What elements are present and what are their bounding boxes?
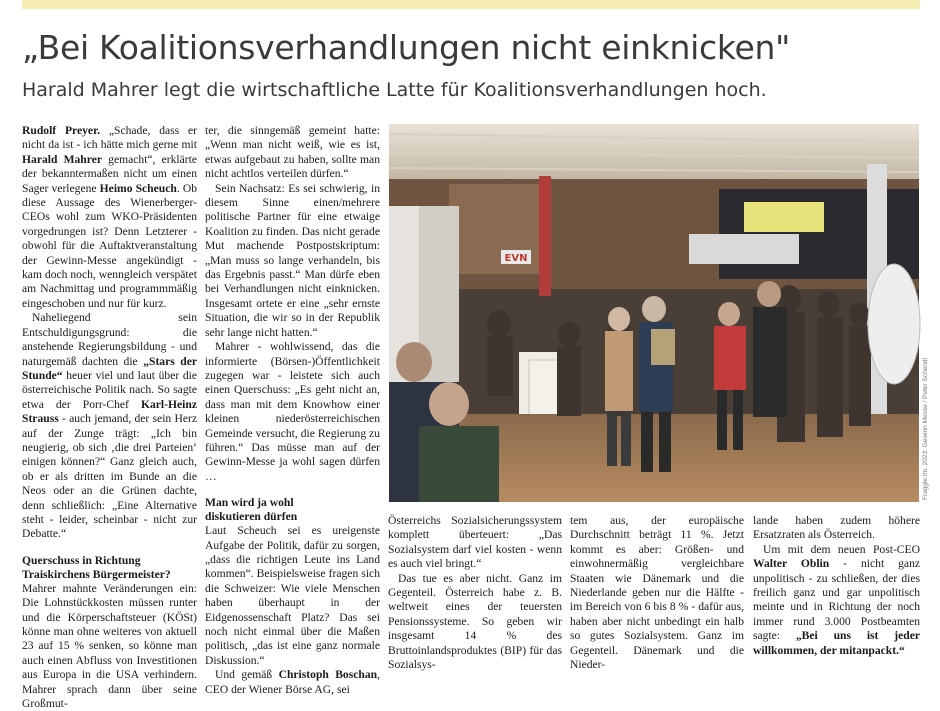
text-run: - auch jemand, der sein Herz auf der Zunge trägt: „Ich bin neugierig, ob sich ‚die drei Parteien‘ einigen können?“ Ganz gleich auch, ob er als dritten im Bunde an die Neos oder an die Grünen dachte, denn schließlich: „Eine Alternative steht - leider, scheinbar - nicht zur Debatte.“ xyxy=(22,412,197,541)
evn-sign: EVN xyxy=(504,253,528,264)
person-name: Heimo Scheuch xyxy=(99,181,177,195)
article-subheadline: Harald Mahrer legt die wirtschaftliche Latte für Koalitionsverhandlungen hoch. xyxy=(22,79,767,101)
person-name: Christoph Boschan xyxy=(278,668,378,682)
author-name: Rudolf Preyer. xyxy=(22,124,101,137)
text-run: „Schade, dass er nicht da ist - ich hätte mich gerne mit xyxy=(22,124,197,152)
paragraph xyxy=(22,124,197,311)
closing-quote: „Bei uns ist jeder willkommen, der mitanpackt.“ xyxy=(753,629,920,657)
paragraph xyxy=(22,311,197,542)
paragraph: Sein Nachsatz: Es sei schwierig, in diesem Sinne einen/mehrere politische Partner für eine etwaige Koalition zu finden. Das nicht gerade Mut machende Postpostskriptum: „Man muss so lange verhandeln, bis das Ergebnis passt.“ Man dürfe eben bei Verhandlungen nicht einknicken. Insgesamt ortete er eine „sehr ernste Situation, die wir so in der Republik sehr lange nicht hatten.“ xyxy=(205,181,380,339)
top-accent-bar xyxy=(22,0,920,9)
text-run: gemacht“, erklärte der bekanntermaßen nicht um einen Sager verlegene xyxy=(22,152,197,195)
article-headline: „Bei Koalitionsverhandlungen nicht einknicken" xyxy=(22,28,790,67)
paragraph: tem aus, der europäische Durchschnitt beträgt 11 %. Jetzt kommt es aber: Größen- und einwohnermäßig vergleichbare Staaten wie Dänemark und die Niederlande geben nur die Hälfte - im Bereich von 6 bis 8 % - dafür aus, haben aber nicht unbedingt ein halb so gutes Sozialsystem. Ganz im Gegenteil. Dänemark und die Nieder- xyxy=(570,514,744,672)
article-column-4 xyxy=(570,514,744,670)
text-run: heuer viel und laut über die österreichische Politik nach. So sagte etwa der Porr-Chef xyxy=(22,368,197,411)
subheading-line: Querschuss in Richtung xyxy=(22,553,141,567)
paragraph: Das tue es aber nicht. Ganz im Gegenteil. Österreich habe z. B. weltweit eines der teuersten Pensionssysteme. So geben wir insgesamt 14 % des Bruttoinlandsproduktes (BIP) für das Sozialsys- xyxy=(388,571,562,672)
paragraph: Mahrer mahnte Veränderungen ein: Die Lohnstückkosten müssen runter und die Körperschaftsteuer (KÖSt) könne man ohne weiteres von aktuell 23 auf 15 % senken, so könne man auch einen Abfluss von Investitionen aus Europa in die USA verhindern. Mahrer sprach dann über seine Großmut- xyxy=(22,581,197,711)
article-column-1 xyxy=(22,124,197,711)
person-name: Walter Oblin xyxy=(753,557,830,571)
trade-fair-crowd-illustration xyxy=(389,124,919,502)
paragraph: Mahrer - wohlwissend, das die informierte (Börsen-)Öffentlichkeit zugegen war - leistete sich auch einen Querschuss: „Es geht nicht an, dass man mit dem Knowhow einer kleinen niederösterreichischen Gemeinde versucht, die Regierung zu führen.“ Das müsse man auf der Gewinn-Messe ja wohl sagen dürfen … xyxy=(205,340,380,483)
paragraph: Österreichs Sozialsicherungssystem komplett überteuert: „Das Sozialsystem darf viel kosten - wenn es auch viel bringt.“ xyxy=(388,514,562,571)
section-subheading xyxy=(22,554,197,582)
paragraph xyxy=(753,543,920,658)
text-run: Und gemäß xyxy=(215,668,279,682)
paragraph: lande haben zudem höhere Ersatzraten als Österreich. xyxy=(753,514,920,542)
section-subheading xyxy=(205,496,380,524)
event-photo xyxy=(389,124,919,502)
text-run: , CEO der Wiener Börse AG, sei xyxy=(205,668,380,696)
text-run: - nicht ganz unpolitisch - zu schließen, der dies freilich ganz und gar unpolitisch meinte und in Richtung der noch immer rund 3.000 Postbeamten sagte: xyxy=(753,557,921,643)
paragraph: ter, die sinngemäß gemeint hatte: „Wenn man nicht weiß, wie es ist, etwas aufgebaut zu haben, sollte man nicht achtlos verteilen dürfen.“ xyxy=(205,124,380,181)
photo-credit: Fraggle.Im. 2023: Gewinn Messe / Peter Schendl xyxy=(922,358,929,500)
paragraph: Laut Scheuch sei es ureigenste Aufgabe der Politik, dafür zu sorgen, „dass die richtigen Leute ins Land kommen“. Beispielsweise fragen sich die Schweizer: Wie viele Menschen haben überhaupt in der Eidgenossenschaft Platz? Das sei noch nicht einmal über die Maßen politisch, „das ist eine ganz normale Diskussion.“ xyxy=(205,524,380,667)
text-run: Naheliegend sein Entschuldigungsgrund: die anstehende Regierungsbildung - und naturgemäß dachten die xyxy=(22,311,197,368)
paragraph xyxy=(205,668,380,697)
text-run: . Ob diese Aussage des Wienerberger-CEOs wohl zum WKO-Präsidenten vorgedrungen ist? Denn Letzterer - obwohl für die Auftaktveranstaltung der Gewinn-Messe angekündigt - kam doch noch, wenngleich verspätet am Nachmittag und programmmäßig eingeschoben und nur für kurz. xyxy=(22,181,197,310)
emphasis: „Stars der Stunde“ xyxy=(22,354,197,382)
article-column-2 xyxy=(205,124,380,696)
article-column-3 xyxy=(388,514,562,670)
subheading-line: Traiskirchens Bürgermeister? xyxy=(22,567,171,581)
article-column-5 xyxy=(753,514,920,670)
subheading-line: diskutieren dürfen xyxy=(205,510,298,524)
person-name: Harald Mahrer xyxy=(22,152,102,166)
subheading-line: Man wird ja wohl xyxy=(205,496,294,510)
text-run: Um mit dem neuen Post-CEO xyxy=(763,542,920,556)
person-name: Karl-Heinz Strauss xyxy=(22,397,197,426)
